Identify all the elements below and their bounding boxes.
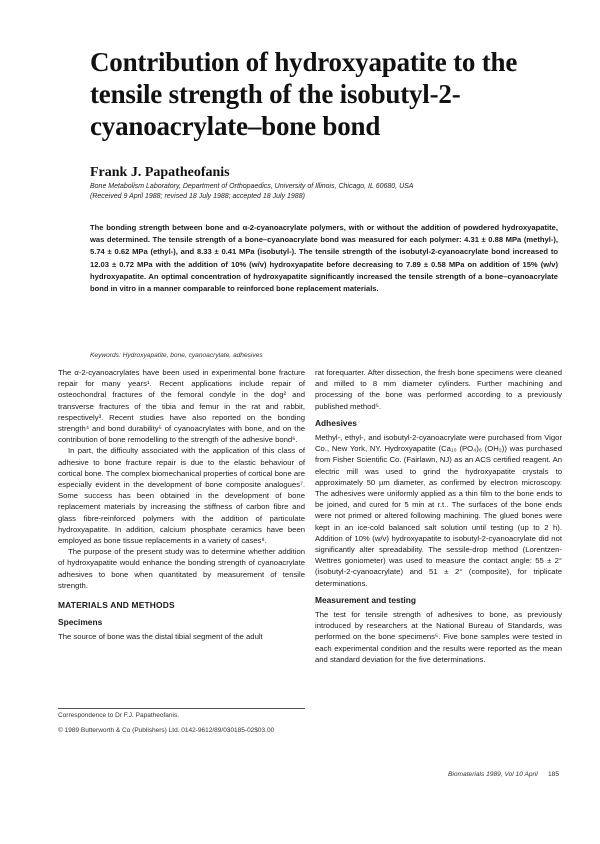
author-affiliation-block bbox=[90, 182, 560, 202]
page-number: 185 bbox=[548, 771, 560, 778]
subheading-measurement: Measurement and testing bbox=[315, 594, 416, 605]
section-heading-methods: MATERIALS AND METHODS bbox=[58, 600, 175, 611]
left-column bbox=[58, 367, 305, 643]
intro-paragraph-1: The α-2-cyanoacrylates have been used in experimental bone fracture repair for many years¹. Recent applications include repair of osteochondral fractures of the femoral condyle in the dog² and transverse fractures of the tibia and femur in the rat and rabbit, respectively³. Recent studies have also reported on the bonding strength⁴ and bond durability⁵ of cyanoacrylates with bone, and on the contribution of bone remodelling to the strength of the adhesive bond⁶. bbox=[58, 368, 305, 445]
keywords: Keywords: Hydroxyapatite, bone, cyanoacrylate, adhesives bbox=[90, 352, 263, 359]
intro-paragraph-2: In part, the difficulty associated with the application of this class of adhesive to bone fracture repair is due to the elastic behaviour of cortical bone. The complex biomechanical properties of cortical bone are especially evident in the development of bone composite analogues⁷. Some success has been obtained in the development of bone replacement materials by increasing the stiffness of carbon fibre and glass fibre-reinforced polymers with the addition of particulate hydroxyapatite. In addition, calcium phosphate ceramics have been employed as bone tissue replacements in a variety of cases⁸. bbox=[58, 446, 305, 546]
copyright-line: © 1989 Butterworth & Co (Publishers) Ltd. 0142-9612/89/030185-02$03.00 bbox=[58, 727, 275, 734]
subheading-adhesives: Adhesives bbox=[315, 417, 357, 428]
subheading-specimens: Specimens bbox=[58, 617, 103, 628]
measurement-paragraph: The test for tensile strength of adhesives to bone, as previously introduced by researchers at the National Bureau of Standards, was performed on the bone specimens⁵. Five bone samples were tested in each experimental condition and the results were reported as the mean and standard deviation for the five determinations. bbox=[315, 610, 562, 664]
abstract: The bonding strength between bone and α-2-cyanoacrylate polymers, with or without the addition of powdered hydroxyapatite, was determined. The tensile strength of a bone–cyanoacrylate bond was measured for each polymer: 4.31 ± 0.88 MPa (methyl-), 5.74 ± 0.62 MPa (ethyl-), and 8.33 ± 0.41 MPa (isobutyl-). The tensile strength of the isobutyl-2-cyanoacrylate bond increased to 12.03 ± 0.72 MPa with the addition of 10% (w/v) hydroxyapatite before decreasing to 7.89 ± 0.58 MPa on addition of 15% (w/v) hydroxyapatite. An optimal concentration of hydroxyapatite significantly increased the tensile strength of a bone–cyanoacrylate bond in vitro in a manner comparable to reinforced bone replacement materials. bbox=[90, 223, 558, 294]
affiliation: Bone Metabolism Laboratory, Department of Orthopaedics, University of Illinois, Chicago, IL 60680, USA bbox=[90, 183, 414, 190]
specimens-paragraph: The source of bone was the distal tibial segment of the adult bbox=[58, 632, 263, 642]
journal-reference: Biomaterials 1989, Vol 10 April bbox=[448, 771, 538, 778]
correspondence-footnote: Correspondence to Dr F.J. Papatheofanis. bbox=[58, 712, 180, 719]
author-name: Frank J. Papatheofanis bbox=[90, 165, 230, 180]
article-title: Contribution of hydroxyapatite to the tensile strength of the isobutyl-2-cyanoacrylate–bone bond bbox=[90, 47, 518, 141]
adhesives-paragraph: Methyl-, ethyl-, and isobutyl-2-cyanoacrylate were purchased from Vigor Co., New York, NY. Hydroxyapatite (Ca₁₀ (PO₄)₆ (OH₂)) was purchased from Fisher Scientific Co. (Fairlawn, NJ) as an ACS certified reagent. An electric mill was used to grind the hydroxyapatite crystals to approximately 50 µm diameter, as confirmed by electron microscopy. The adhesives were uniformly applied as a thin film to the bone ends to be joined, and cured for 5 min at r.t.. The surfaces of the bone ends were not primed or altered following machining. The glued bones were kept in an ice-cold balanced salt solution until testing (up to 2 h). Addition of 10% (w/v) hydroxyapatite to isobutyl-2-cyanoacrylate did not significantly alter spreadability. The sessile-drop method (Lorentzen-Wettres goniometer) was used to measure the contact angle: 55 ± 2° (isobutyl-2-cyanoacrylate) and 51 ± 2° (composite), for triplicate determinations. bbox=[315, 433, 562, 588]
specimens-paragraph-continued: rat forequarter. After dissection, the fresh bone specimens were cleaned and milled to 8 mm diameter cylinders. Further machining and processing of the bone was performed according to a previously published method⁵. bbox=[315, 368, 562, 411]
intro-paragraph-3: The purpose of the present study was to determine whether addition of hydroxyapatite would enhance the bonding strength of cyanoacrylate adhesives to bone when quantitated by measurement of tensile strength. bbox=[58, 547, 305, 590]
footnote-divider bbox=[58, 708, 305, 709]
received-dates: (Received 9 April 1988; revised 18 July 1988; accepted 18 July 1988) bbox=[90, 193, 305, 200]
right-column bbox=[315, 367, 562, 665]
